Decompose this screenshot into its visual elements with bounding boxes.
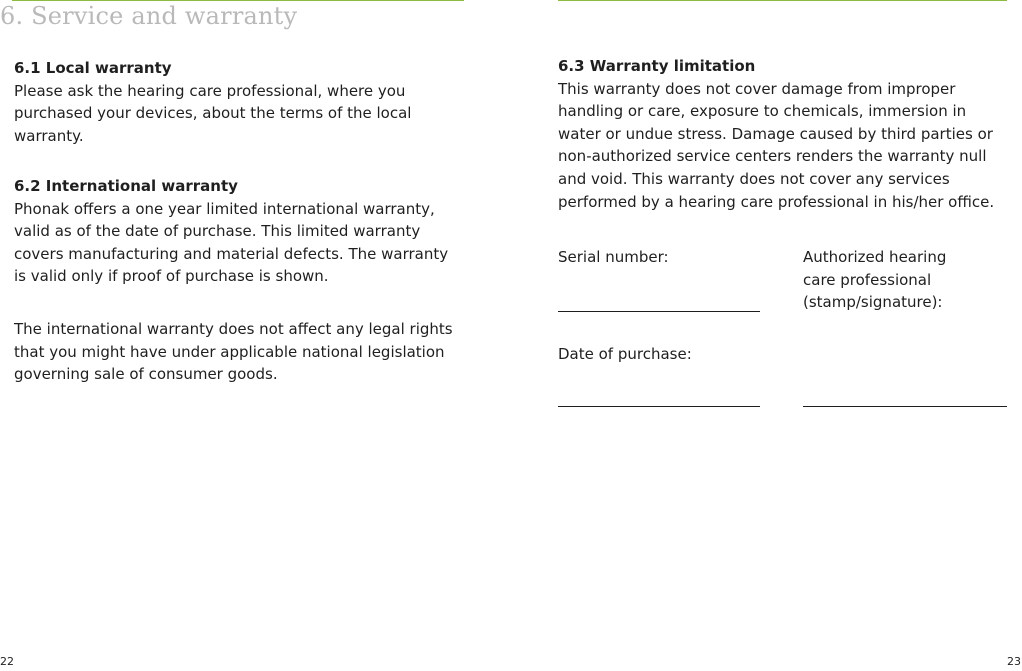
date-of-purchase-line <box>558 406 760 407</box>
section-paragraph: This warranty does not cover damage from improper handling or care, exposure to chemicals, immersion in water or undue stress. Damage caused by third parties or non-authorized service centers renders the warranty null and void. This warranty does not cover any services performed by a hearing care professional in his/her office. <box>558 79 995 211</box>
top-accent-rule <box>558 0 1007 1</box>
chapter-title: 6. Service and warranty <box>0 2 298 30</box>
section-heading: 6.2 International warranty <box>14 177 238 195</box>
serial-number-line <box>558 311 760 312</box>
section-warranty-limitation <box>558 55 1008 213</box>
section-local-warranty <box>14 57 464 147</box>
authorized-professional-label: Authorized hearing care professional (stamp/signature): <box>803 248 947 312</box>
top-accent-rule <box>12 0 464 1</box>
right-page <box>511 0 1022 671</box>
section-international-warranty-rights <box>14 318 464 386</box>
section-paragraph: The international warranty does not affect any legal rights that you might have under applicable national legislation governing sale of consumer goods. <box>14 320 453 384</box>
section-paragraph: Phonak offers a one year limited international warranty, valid as of the date of purchase. This limited warranty covers manufacturing and material defects. The warranty is valid only if proof of purchase is shown. <box>14 199 449 286</box>
serial-number-label: Serial number: <box>558 248 669 266</box>
page-number: 22 <box>0 655 14 668</box>
section-heading: 6.1 Local warranty <box>14 59 172 77</box>
section-heading: 6.3 Warranty limitation <box>558 57 756 75</box>
date-of-purchase-label: Date of purchase: <box>558 345 692 363</box>
stamp-signature-line <box>803 406 1007 407</box>
section-international-warranty <box>14 175 464 288</box>
section-paragraph: Please ask the hearing care professional, where you purchased your devices, about the terms of the local warranty. <box>14 81 412 145</box>
page-number: 23 <box>1007 655 1021 668</box>
